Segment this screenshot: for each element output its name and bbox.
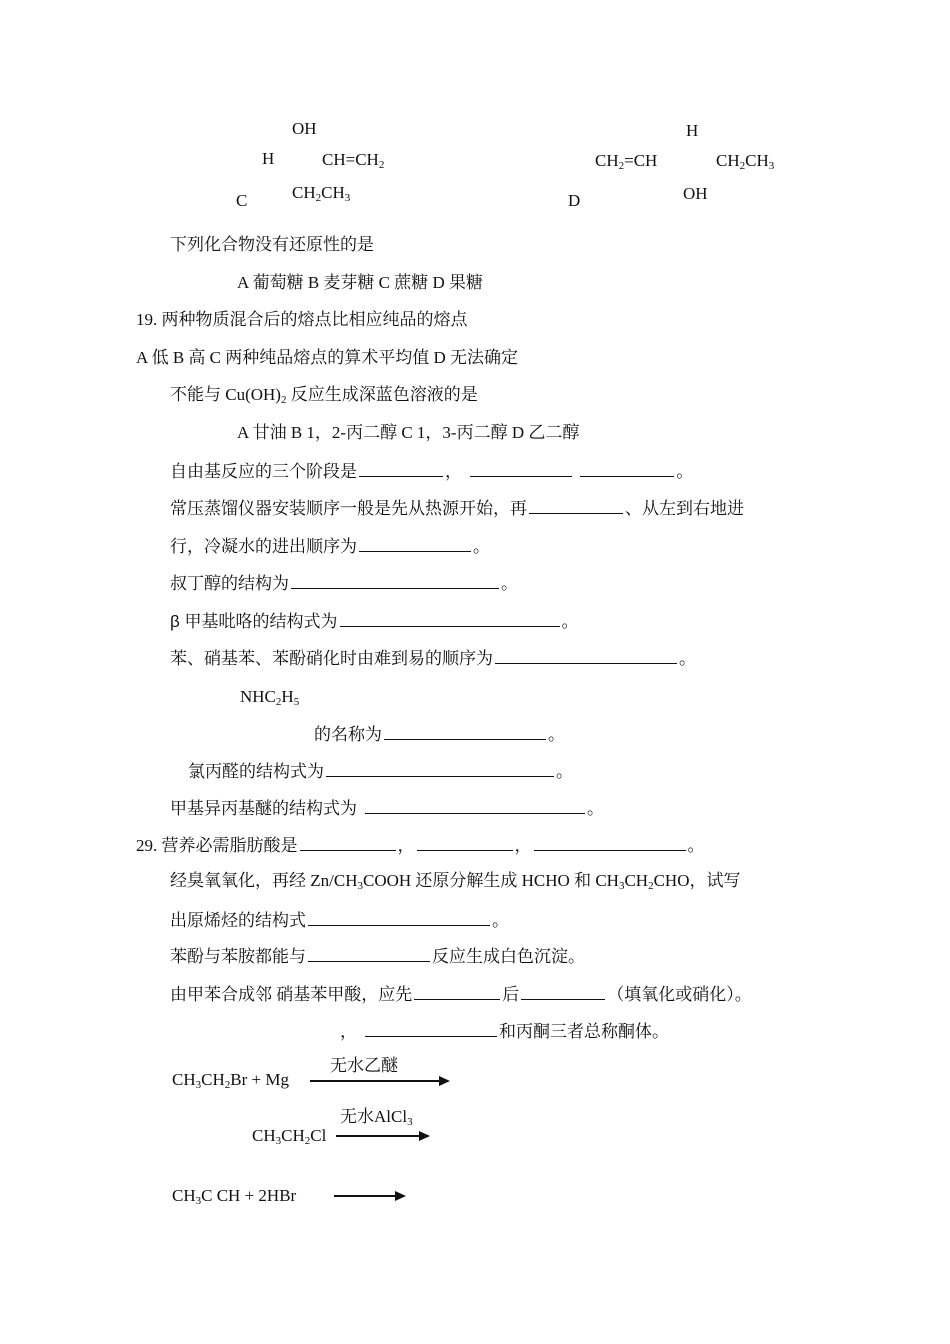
question-ketone-bodies: ， 和丙酮三者总称酮体。 [340, 1022, 669, 1041]
blank[interactable] [534, 835, 686, 851]
question-19-options: A 低 B 高 C 两种纯品熔点的算术平均值 D 无法确定 [136, 348, 519, 367]
rxn3-reactants: $CH_3C$ CH + 2HBr [172, 1186, 297, 1207]
rxn1-condition: 无水乙醚 [330, 1056, 398, 1075]
struct-d-vinyl: $CH_2=CH$ [595, 151, 658, 172]
question-29: 29. 营养必需脂肪酸是 ， ， 。 [136, 836, 705, 855]
question-distill-line2: 行，冷凝水的进出顺序为 。 [170, 537, 490, 556]
question-chloropropanal: 氯丙醛的结构式为 。 [188, 762, 573, 781]
question-ether: 甲基异丙基醚的结构式为 。 [170, 799, 604, 818]
rxn1-arrow [310, 1080, 448, 1082]
question-ozone-line1: 经臭氧氧化，再经 $Zn/CH_3COOH$ 还原分解生成 HCHO 和 $CH_3CH_2CHO$，试写 [170, 871, 741, 892]
option-d-label: D [568, 191, 581, 210]
question-toluene: 由甲苯合成邻 硝基苯甲酸，应先 后 （填氧化或硝化）。 [170, 985, 752, 1004]
struct-d-ethyl: $CH_2CH_3$ [716, 151, 775, 172]
question-radical: 自由基反应的三个阶段是 ， 。 [170, 462, 694, 481]
blank[interactable] [359, 536, 471, 552]
question-distill-line1: 常压蒸馏仪器安装顺序一般是先从热源开始，再 、从左到右地进 [170, 499, 744, 518]
blank[interactable] [495, 648, 677, 664]
question-nitration: 苯、硝基苯、苯酚硝化时由难到易的顺序为 。 [170, 649, 696, 668]
blank[interactable] [384, 724, 546, 740]
blank[interactable] [529, 498, 623, 514]
blank[interactable] [365, 1021, 497, 1037]
blank[interactable] [308, 910, 490, 926]
blank[interactable] [300, 835, 396, 851]
rxn2-arrow [336, 1135, 428, 1137]
rxn3-arrow [334, 1195, 404, 1197]
question-cu-oh2-options: A 甘油 B 1，2-丙二醇 C 1，3-丙二醇 D 乙二醇 [237, 423, 580, 442]
rxn2-condition: 无水AlCl$_3$ [340, 1107, 413, 1128]
blank[interactable] [291, 573, 499, 589]
blank[interactable] [359, 461, 443, 477]
blank[interactable] [340, 611, 560, 627]
question-reducing-options: A 葡萄糖 B 麦芽糖 C 蔗糖 D 果糖 [237, 273, 484, 292]
question-ozone-line2: 出原烯烃的结构式 。 [170, 911, 509, 930]
blank[interactable] [414, 984, 500, 1000]
blank[interactable] [580, 461, 674, 477]
struct-c-ethyl: $CH_2CH_3$ [292, 183, 351, 204]
question-19: 19. 两种物质混合后的熔点比相应纯品的熔点 [136, 310, 468, 329]
struct-c-vinyl: $CH=CH_2$ [322, 150, 385, 171]
question-phenol: 苯酚与苯胺都能与 反应生成白色沉淀。 [170, 947, 585, 966]
question-tbutanol: 叔丁醇的结构为 。 [170, 574, 518, 593]
option-c-label: C [236, 191, 248, 210]
rxn1-reactants: $CH_3CH_2Br + Mg$ [172, 1070, 289, 1091]
struct-d-h: H [686, 121, 699, 140]
struct-c-oh: OH [292, 119, 317, 138]
question-nhc2h5-name: 的名称为 。 [314, 725, 565, 744]
formula-nhc2h5: $NHC_2H_5$ [240, 687, 300, 708]
blank[interactable] [308, 946, 430, 962]
blank[interactable] [521, 984, 605, 1000]
struct-c-h: H [262, 149, 275, 168]
question-reducing: 下列化合物没有还原性的是 [170, 235, 374, 254]
question-pyrrole: β 甲基吡咯的结构式为 。 [170, 612, 579, 631]
question-cu-oh2: 不能与 $Cu(OH)_2$ 反应生成深蓝色溶液的是 [170, 385, 478, 406]
blank[interactable] [417, 835, 513, 851]
struct-d-oh: OH [683, 184, 708, 203]
blank[interactable] [470, 461, 572, 477]
blank[interactable] [326, 761, 554, 777]
rxn2-reactant: $CH_3CH_2Cl$ [252, 1126, 327, 1147]
blank[interactable] [365, 798, 585, 814]
